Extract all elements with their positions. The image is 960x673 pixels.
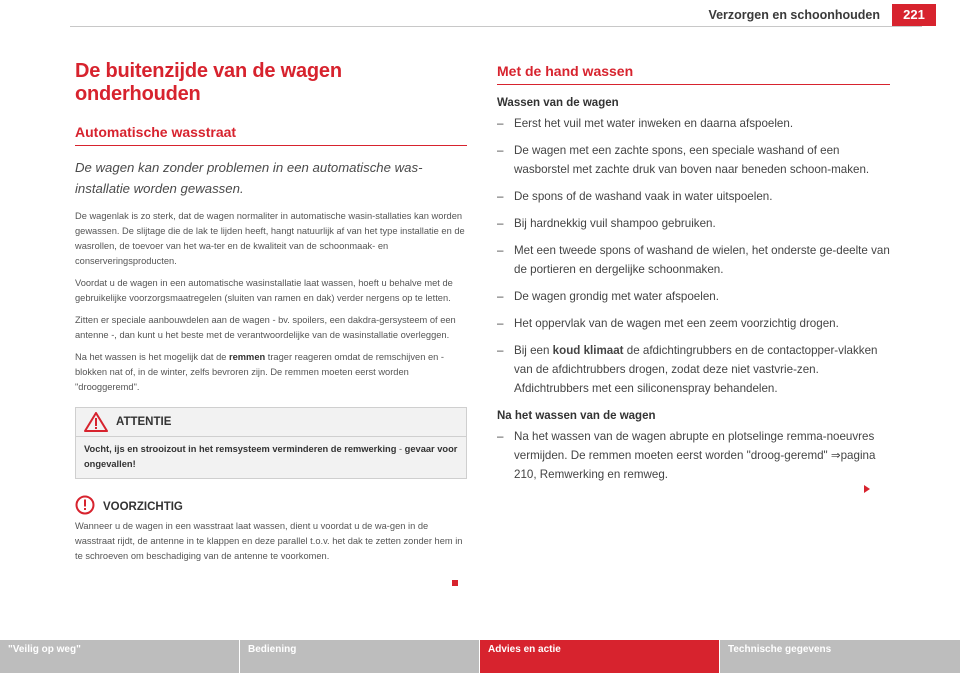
warning-text: [76, 437, 466, 478]
warning-bold-2: gevaar voor ongevallen!: [84, 444, 458, 469]
paragraph-2: Voordat u de wagen in een automatische wasinstallatie laat wassen, hoeft u behalve met de gebruikelijke voorzorgsmaatregelen (sluiten van ramen en dak) verder nergens op te letten.: [75, 278, 453, 303]
right-column: [497, 63, 890, 492]
list-item: – Met een tweede spons of washand de wielen, het onderste ge-deelte van de portieren en dergelijke schoonmaken.: [497, 241, 890, 279]
left-column: [75, 60, 467, 564]
note-header: [75, 495, 467, 515]
paragraph-4: [75, 350, 467, 395]
note-text: Wanneer u de wagen in een wasstraat laat wassen, dient u voordat u de wa-gen in de wasstraat rijdt, de antenne in te klappen en deze parallel t.o.v. het dak te zetten zonder hem in te schroeven om beschadiging van de antenne te voorkomen.: [75, 521, 463, 561]
list-item: – De wagen met een zachte spons, een speciale washand of een wasborstel met zachte druk van boven naar beneden schoon-maken.: [497, 141, 890, 179]
section-end-marker: [452, 580, 458, 586]
footer-tab-technische[interactable]: Technische gegevens: [720, 640, 960, 673]
paragraph-3: Zitten er speciale aanbouwdelen aan de wagen - bv. spoilers, een dakdra-gersysteem of een antenne -, dan kunt u het beste met de verantwoordelijke van de wasinstallatie overleggen.: [75, 315, 456, 340]
list-item: – De spons of de washand vaak in water uitspoelen.: [497, 187, 890, 206]
footer-tab-bediening[interactable]: Bediening: [240, 640, 480, 673]
item8-pre: Bij een: [514, 344, 553, 357]
caution-icon: [75, 495, 95, 515]
list-item: – Eerst het vuil met water inweken en daarna afspoelen.: [497, 114, 890, 133]
p4-bold: remmen: [229, 352, 266, 362]
wash-steps-list: [497, 114, 890, 398]
section-title-hand-wassen: Met de hand wassen: [497, 63, 890, 85]
item8-post: de afdichtingrubbers en de contactopper-vlakken van de afdichtrubbers drogen, zodat deze niet vastvrie-zen. Afdichtrubbers met een siliconenspray behandelen.: [514, 344, 878, 395]
warning-triangle-icon: [84, 412, 108, 432]
footer-nav: [0, 640, 960, 673]
note-title: VOORZICHTIG: [103, 501, 183, 513]
page-number: 221: [892, 4, 936, 26]
list-item: – Het oppervlak van de wagen met een zeem voorzichtig drogen.: [497, 314, 890, 333]
list-item: – Bij hardnekkig vuil shampoo gebruiken.: [497, 214, 890, 233]
warning-sep: -: [396, 444, 405, 454]
footer-tab-advies[interactable]: Advies en actie: [480, 640, 720, 673]
lead-text: De wagen kan zonder problemen in een automatische was-installatie worden gewassen.: [75, 160, 423, 196]
page-title: De buitenzijde van de wagen onderhouden: [75, 60, 342, 105]
section-title-wasstraat: Automatische wasstraat: [75, 124, 467, 146]
paragraph-1: De wagenlak is zo sterk, dat de wagen normaliter in automatische wasin-stallaties kan worden gewassen. De slijtage die de lak te lijden heeft, hangt natuurlijk af van het type installatie en de wasrollen, de toevoer van het wa-ter en de kwaliteit van de schoonmaak- en conserveringsproducten.: [75, 211, 465, 266]
item8-bold: koud klimaat: [552, 344, 624, 357]
p4-pre: Na het wassen is het mogelijk dat de: [75, 352, 229, 362]
list-item: – De wagen grondig met water afspoelen.: [497, 287, 890, 306]
subheading-wassen: Wassen van de wagen: [497, 97, 619, 109]
after-wash-list: [497, 427, 890, 484]
running-title: Verzorgen en schoonhouden: [708, 8, 880, 22]
warning-box: [75, 407, 467, 479]
list-item: [497, 341, 890, 398]
continue-arrow-icon: [864, 485, 870, 493]
warning-header: [76, 408, 466, 437]
p4-post: trager reageren omdat de remschijven en -blokken nat of, in de winter, zelfs bevroren zijn. De remmen moeten eerst worden "drooggeremd".: [75, 352, 444, 392]
warning-bold: Vocht, ijs en strooizout in het remsysteem verminderen de remwerking: [84, 444, 397, 454]
subheading-na-wassen: Na het wassen van de wagen: [497, 410, 656, 422]
warning-title: ATTENTIE: [116, 416, 172, 428]
list-item: – Na het wassen van de wagen abrupte en plotselinge remma-noeuvres vermijden. De remmen moeten eerst worden "droog-geremd" ⇒pagina 210, Remwerking en remweg.: [497, 427, 890, 484]
header-rule: [70, 26, 922, 27]
footer-tab-veilig[interactable]: "Veilig op weg": [0, 640, 240, 673]
